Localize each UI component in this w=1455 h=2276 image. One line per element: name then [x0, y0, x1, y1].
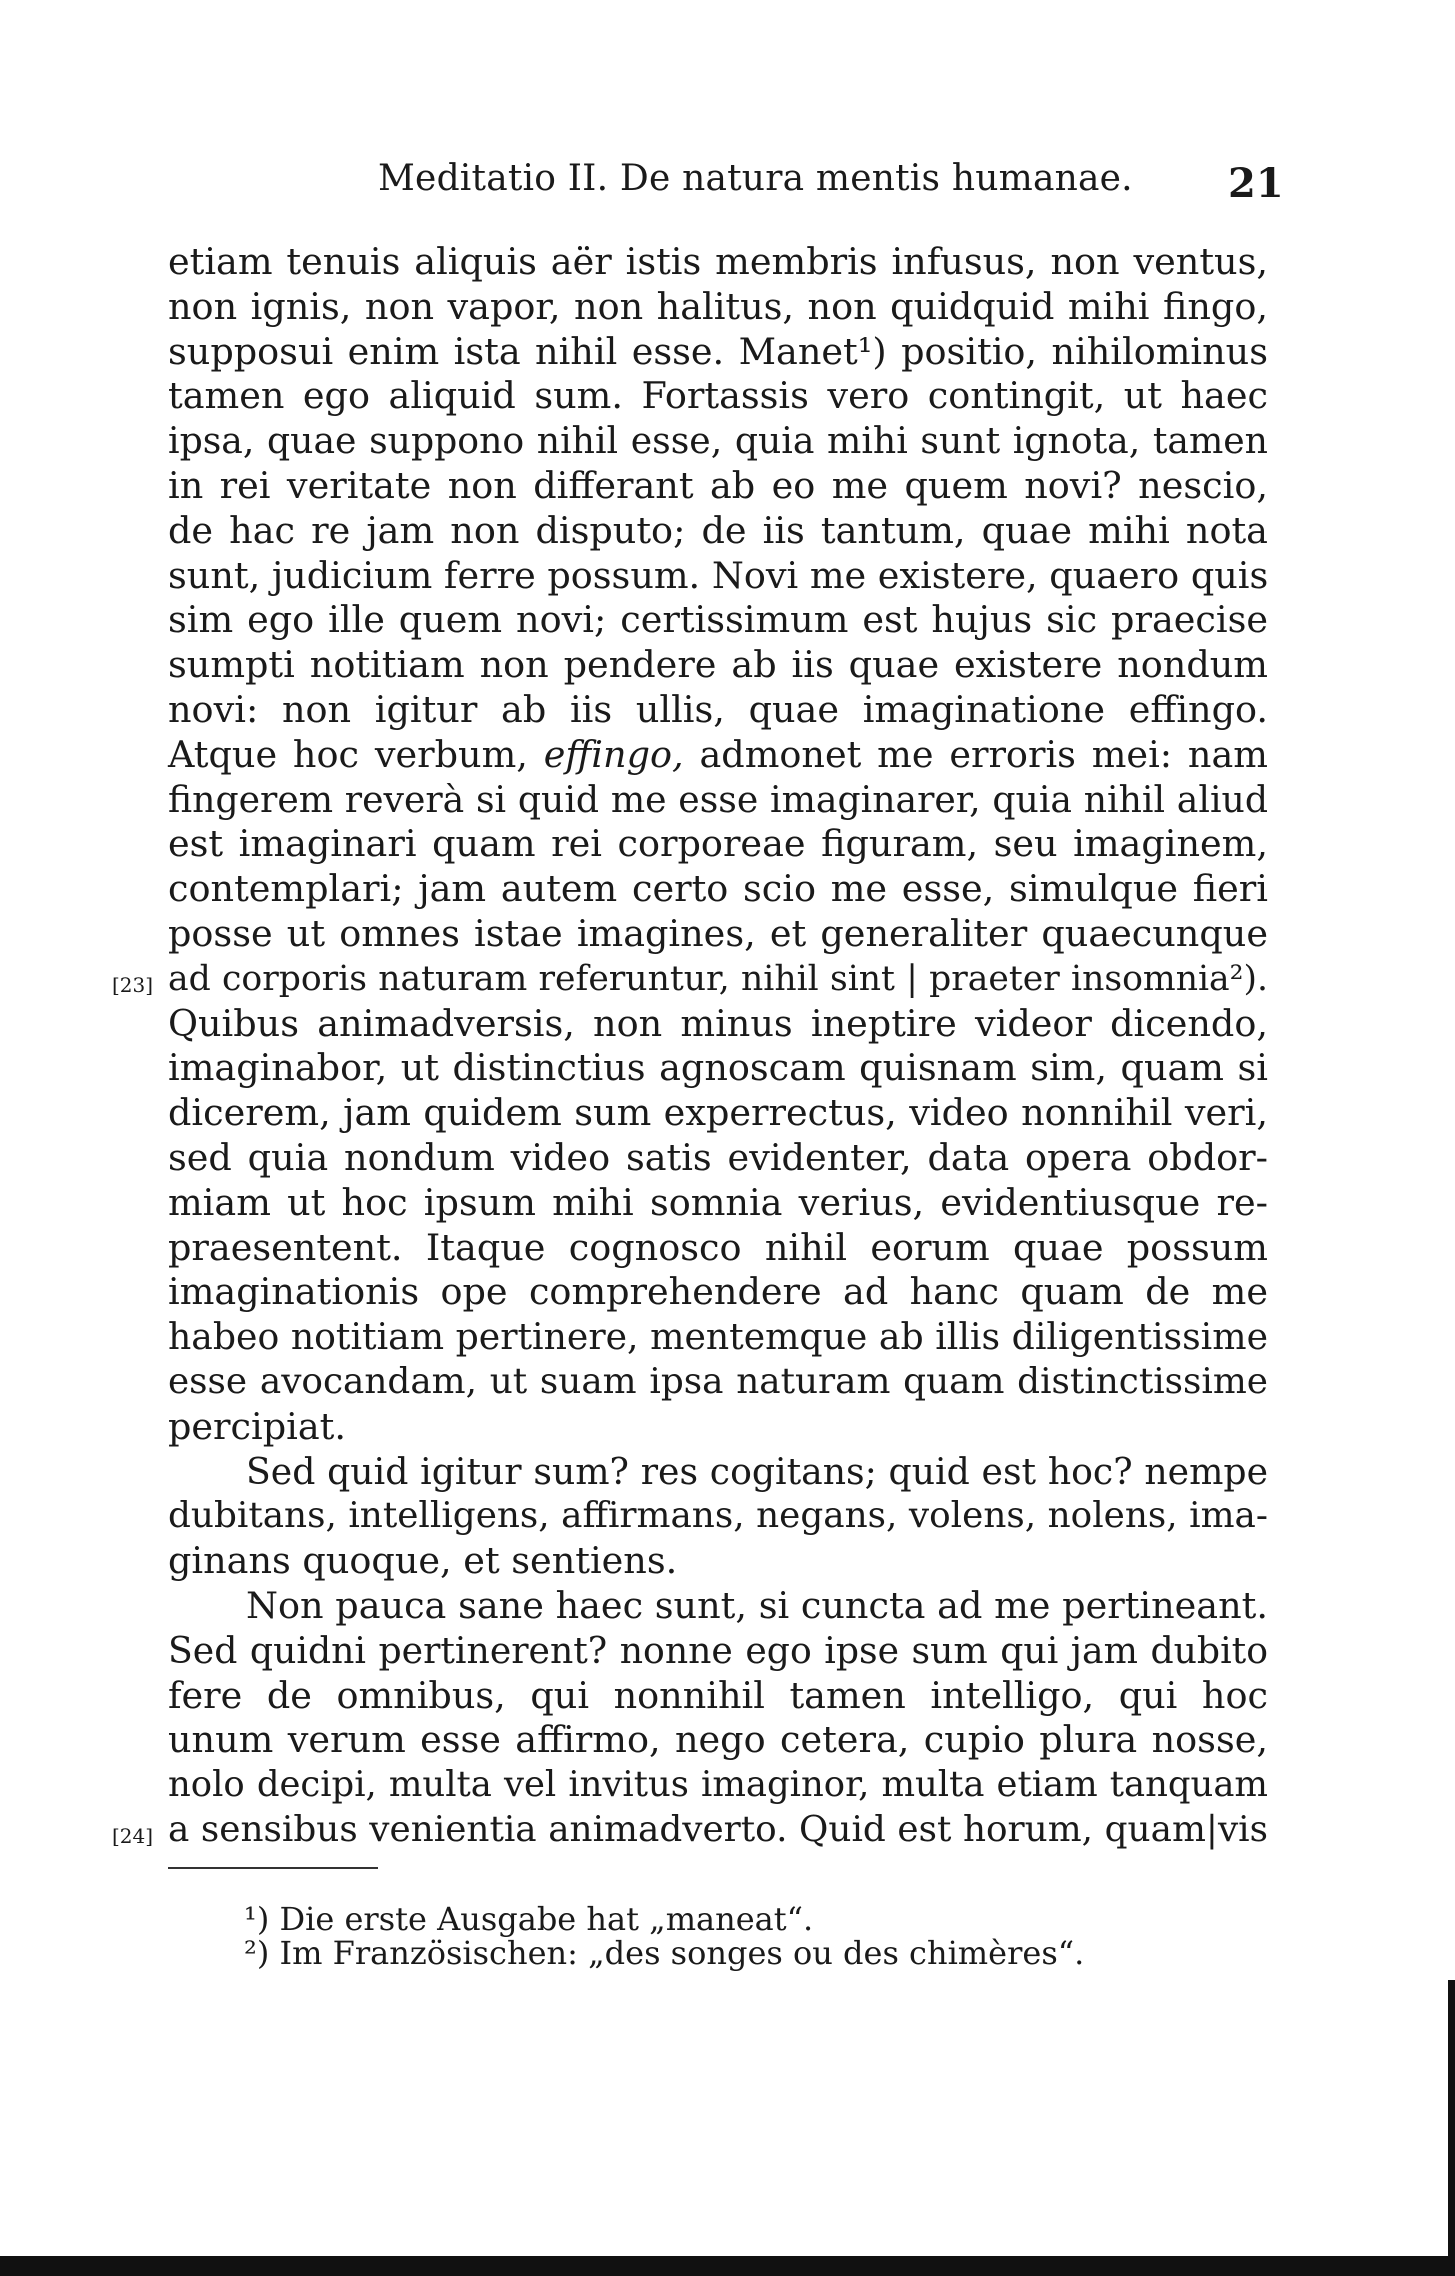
line-text: imaginationis ope comprehendere ad hanc quam de me — [168, 1270, 1268, 1314]
line-text: fere de omnibus, qui nonnihil tamen intelligo, qui hoc — [168, 1673, 1268, 1717]
line-text: Quibus animadversis, non minus ineptire videor dicendo, — [168, 1001, 1268, 1045]
page-marker: [23] — [112, 972, 154, 997]
line-text: non ignis, non vapor, non halitus, non quidquid mihi fingo, — [168, 284, 1268, 328]
line-text: contemplari; jam autem certo scio me esse, simulque fieri — [168, 867, 1268, 911]
line-text: Sed quid igitur sum? res cogitans; quid est hoc? nempe — [246, 1449, 1268, 1493]
text-line — [168, 374, 1268, 419]
line-text: etiam tenuis aliquis aër istis membris infusus, non ventus, — [168, 240, 1268, 283]
text-line — [168, 1405, 1268, 1450]
line-text: percipiat. — [168, 1404, 346, 1448]
body-text — [112, 240, 1269, 1853]
line-text: fingerem reverà si quid me esse imaginarer, quia nihil aliud — [168, 777, 1268, 821]
text-line — [168, 1226, 1268, 1271]
running-head: Meditatio II. De natura mentis humanae. — [378, 158, 1133, 199]
line-text: unum verum esse affirmo, nego cetera, cupio plura nosse, — [168, 1718, 1268, 1762]
line-text: a sensibus venientia animadverto. Quid est horum, quam|vis — [168, 1808, 1268, 1850]
footnote-mark: ²) — [244, 1934, 270, 1972]
text-line — [168, 1494, 1268, 1539]
line-text: novi: non igitur ab iis ullis, quae imaginatione effingo. — [168, 687, 1268, 731]
text-line — [168, 598, 1268, 643]
line-text: imaginabor, ut distinctius agnoscam quisnam sim, quam si — [168, 1046, 1268, 1090]
text-line — [168, 778, 1268, 823]
footnote-text: Im Französischen: „des songes ou des chimères“. — [279, 1934, 1085, 1972]
text-line — [168, 554, 1268, 599]
text-line — [168, 688, 1268, 733]
line-text: Atque hoc verbum, effingo, admonet me erroris mei: nam — [168, 732, 1268, 776]
text-line — [168, 1674, 1268, 1719]
footnote-text: Die erste Ausgabe hat „maneat“. — [279, 1900, 814, 1938]
text-line — [168, 1450, 1268, 1495]
footnote — [244, 1902, 1244, 1936]
line-text: sim ego ille quem novi; certissimum est hujus sic praecise — [168, 598, 1268, 642]
text-line — [112, 1808, 1268, 1853]
footnote — [244, 1936, 1244, 1970]
line-text: nolo decipi, multa vel invitus imaginor, multa etiam tanquam — [168, 1764, 1268, 1806]
page-number: 21 — [1228, 160, 1284, 207]
text-line — [168, 1629, 1268, 1674]
footnote-rule — [168, 1867, 378, 1869]
line-text: ipsa, quae suppono nihil esse, quia mihi sunt ignota, tamen — [168, 419, 1268, 463]
line-text: miam ut hoc ipsum mihi somnia verius, evidentiusque re- — [168, 1180, 1268, 1224]
scan-edge-bottom — [0, 2256, 1455, 2276]
text-line — [168, 330, 1268, 375]
text-line — [168, 240, 1268, 285]
text-line — [168, 1181, 1268, 1226]
line-text: habeo notitiam pertinere, mentemque ab illis diligentissime — [168, 1315, 1268, 1359]
text-line — [168, 912, 1268, 957]
text-line — [168, 1718, 1268, 1763]
line-text: sunt, judicium ferre possum. Novi me existere, quaero quis — [168, 553, 1269, 597]
footnotes — [244, 1902, 1244, 1970]
text-line — [168, 643, 1268, 688]
text-line — [168, 1002, 1268, 1047]
line-text: supposui enim ista nihil esse. Manet¹) positio, nihilominus — [168, 329, 1268, 373]
text-line — [168, 1046, 1268, 1091]
text-line — [168, 1091, 1268, 1136]
text-line — [168, 822, 1268, 867]
text-line — [168, 1539, 1268, 1584]
text-line — [168, 1315, 1268, 1360]
line-text: est imaginari quam rei corporeae figuram, seu imaginem, — [168, 822, 1268, 866]
line-text: Non pauca sane haec sunt, si cuncta ad me pertineant. — [246, 1583, 1268, 1627]
line-text: sed quia nondum video satis evidenter, data opera obdor- — [168, 1135, 1268, 1179]
line-text: esse avocandam, ut suam ipsa naturam quam distinctissime — [168, 1360, 1268, 1402]
line-text: in rei veritate non differant ab eo me quem novi? nescio, — [168, 463, 1268, 507]
text-line — [168, 1584, 1268, 1629]
line-text: Sed quidni pertinerent? nonne ego ipse sum qui jam dubito — [168, 1628, 1268, 1672]
line-text: posse ut omnes istae imagines, et generaliter quaecunque — [168, 911, 1268, 955]
line-text: sumpti notitiam non pendere ab iis quae existere nondum — [168, 643, 1268, 687]
line-text: de hac re jam non disputo; de iis tantum, quae mihi nota — [168, 508, 1268, 552]
line-text: dubitans, intelligens, affirmans, negans, volens, nolens, ima- — [168, 1495, 1268, 1537]
text-line — [168, 867, 1268, 912]
page-marker: [24] — [112, 1823, 154, 1848]
line-text: tamen ego aliquid sum. Fortassis vero contingit, ut haec — [168, 374, 1268, 418]
text-line — [168, 509, 1268, 554]
footnote-mark: ¹) — [244, 1900, 270, 1938]
text-line — [168, 1270, 1268, 1315]
scan-edge-right — [1448, 1980, 1455, 2276]
text-line — [168, 1763, 1268, 1808]
line-text: praesentent. Itaque cognosco nihil eorum quae possum — [168, 1225, 1268, 1269]
line-text: ad corporis naturam referuntur, nihil sint | praeter insomnia²). — [168, 958, 1268, 999]
line-text: ginans quoque, et sentiens. — [168, 1539, 678, 1583]
text-line — [168, 1136, 1268, 1181]
text-line — [168, 733, 1268, 778]
text-line — [168, 1360, 1268, 1405]
line-text: dicerem, jam quidem sum experrectus, video nonnihil veri, — [168, 1091, 1268, 1135]
text-line — [168, 419, 1268, 464]
text-line — [168, 285, 1268, 330]
text-line — [168, 464, 1268, 509]
text-line — [112, 957, 1268, 1002]
